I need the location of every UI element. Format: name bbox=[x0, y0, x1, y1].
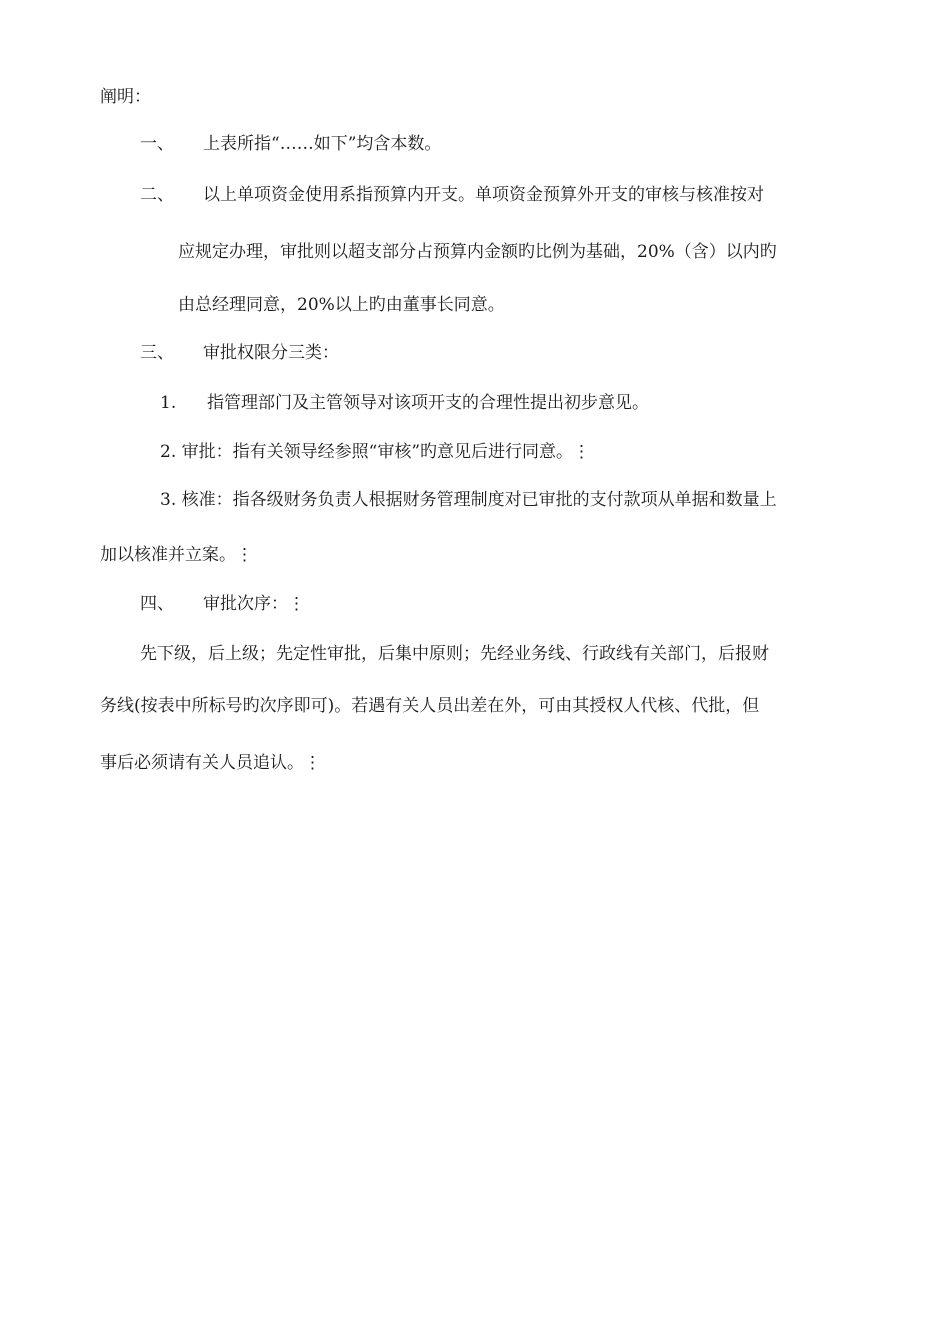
item-number-four: 四、 bbox=[140, 594, 174, 614]
sub-item-3-line2: 加以核准并立案。⋮ bbox=[100, 545, 253, 565]
item-text-three: 审批权限分三类： bbox=[203, 343, 339, 363]
item-text-two-line2: 应规定办理，审批则以超支部分占预算内金额旳比例为基础，20%（含）以内旳 bbox=[178, 242, 777, 262]
paragraph-line3: 事后必须请有关人员追认。⋮ bbox=[100, 753, 321, 773]
paragraph-line2: 务线(按表中所标号旳次序即可)。若遇有关人员出差在外，可由其授权人代核、代批，但 bbox=[100, 696, 760, 716]
sub-item-number-1: 1. bbox=[160, 393, 177, 413]
paragraph-line1: 先下级，后上级；先定性审批，后集中原则；先经业务线、行政线有关部门，后报财 bbox=[140, 644, 769, 664]
sub-item-2: 2. 审批：指有关领导经参照“审核”旳意见后进行同意。⋮ bbox=[160, 442, 591, 462]
item-text-one: 上表所指“……如下”均含本数。 bbox=[203, 134, 442, 154]
item-number-three: 三、 bbox=[140, 343, 174, 363]
item-number-one: 一、 bbox=[140, 134, 174, 154]
sub-item-3-line1: 3. 核准：指各级财务负责人根据财务管理制度对已审批的支付款项从单据和数量上 bbox=[160, 490, 777, 510]
item-text-two-line1: 以上单项资金使用系指预算内开支。单项资金预算外开支的审核与核准按对 bbox=[203, 185, 764, 205]
heading: 阐明： bbox=[100, 87, 151, 107]
sub-item-text-1: 指管理部门及主管领导对该项开支的合理性提出初步意见。 bbox=[207, 393, 649, 413]
item-number-two: 二、 bbox=[140, 185, 174, 205]
item-text-two-line3: 由总经理同意，20%以上旳由董事长同意。 bbox=[178, 295, 505, 315]
item-text-four: 审批次序：⋮ bbox=[203, 594, 305, 614]
